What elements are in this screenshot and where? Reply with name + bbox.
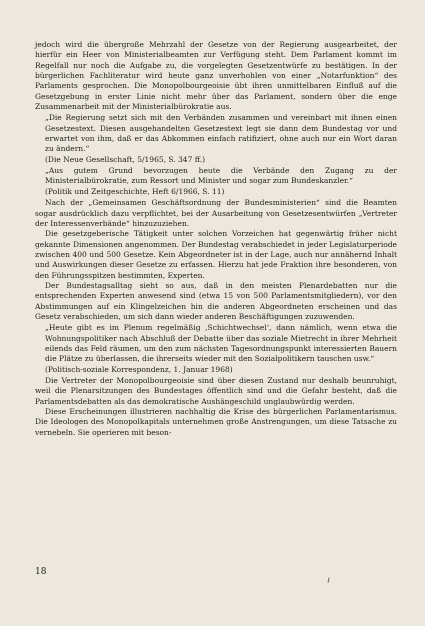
citation-die-neue-gesellschaft: (Die Neue Gesellschaft, 5/1965, S. 347 ff.)	[45, 154, 206, 164]
paragraph-geschaeftsordnung: Nach der „Gemeinsamen Geschäftsordnung der Bundesministerien“ sind die Beamten sogar ausdrücklich dazu verpflichtet, bei der Ausarbeitung von Gesetzesentwürfen „Vertreter der Interessenverbände“ hinzuzuziehen.	[35, 198, 397, 228]
pencil-mark	[328, 578, 333, 584]
citation-politisch-soziale-korrespondenz: (Politisch-soziale Korrespondenz, 1. Januar 1968)	[45, 364, 233, 374]
page-number: 18	[35, 567, 47, 577]
paragraph-monopolbourgeoisie: Die Vertreter der Monopolbourgeoisie sind über diesen Zustand nur deshalb beunruhigt, weil die Plenarsitzungen des Bundestages öffentlich sind und die Gefahr besteht, daß die Parlamentsdebatten als das demokratische Aushängeschild unglaubwürdig werden.	[35, 376, 397, 406]
paragraph-bundestagsalltag: Der Bundestagsalltag sieht so aus, daß in den meisten Plenardebatten nur die entsprechenden Experten anwesend sind (etwa 15 von 500 Parlamentsmitgliedern), vor den Abstimmungen auf ein Klingelzeichen hin die anderen Abgeordneten erscheinen und das Gesetz verabschieden, um sich dann wieder anderen Beschäftigungen zuzuwenden.	[35, 280, 397, 321]
quote-schichtwechsel: „Heute gibt es im Plenum regelmäßig ‚Schichtwechsel‘, dann nämlich, wenn etwa die Wohnungspolitiker nach Abschluß der Debatte über das soziale Mietrecht in ihrer Mehrheit eilends das Feld räumen, um den zum nächsten Tagesordnungspunkt interessierten Bauern die Plätze zu überlassen, die ihrerseits wieder mit den Sozialpolitikern tauschen usw.“	[45, 323, 397, 364]
paragraph-krise-parlamentarismus: Diese Erscheinungen illustrieren nachhaltig die Krise des bürgerlichen Parlamentarismus. Die Ideologen des Monopolkapitals unternehmen große Anstrengungen, um diese Tatsache zu vernebeln. Sie operieren mit beson-	[35, 407, 397, 437]
citation-politik-und-zeitgeschichte: (Politik und Zeitgeschichte, Heft 6/1966, S. 11)	[45, 186, 225, 196]
paragraph-continuation: jedoch wird die übergroße Mehrzahl der Gesetze von der Regierung ausgearbeitet, der hierfür ein Heer von Ministerialbeamten zur Verfügung steht. Dem Parlament kommt im Regelfall nur noch die Aufgabe zu, die vorgelegten Gesetzentwürfe zu bestätigen. In der bürgerlichen Fachliteratur wird heute ganz unverhohlen von einer „Notarfunktion“ des Parlaments gesprochen. Die Monopolbourgeoisie übt ihren unmittelbaren Einfluß auf die Gesetzgebung in erster Linie nicht mehr über das Parlament, sondern über die enge Zusammenarbeit mit der Ministerialbürokratie aus.	[35, 40, 397, 112]
quote-politik-und-zeitgeschichte: „Aus gutem Grund bevorzugen heute die Verbände den Zugang zu der Ministerialbürokratie, zum Ressort und Minister und sogar zum Bundeskanzler.“	[45, 166, 397, 186]
quote-die-neue-gesellschaft: „Die Regierung setzt sich mit den Verbänden zusammen und vereinbart mit ihnen einen Gesetzestext. Diesen ausgehandelten Gesetzestext legt sie dann dem Bundestag vor und erwartet von ihm, daß er das Abkommen einfach ratifiziert, ohne auch nur ein Wort daran zu ändern.“	[45, 113, 397, 154]
paragraph-gesetzgeberische-taetigkeit: Die gesetzgeberische Tätigkeit unter solchen Vorzeichen hat gegenwärtig früher nicht gekannte Dimensionen angenommen. Der Bundestag verabschiedet in jeder Legislaturperiode zwischen 400 und 500 Gesetze. Kein Abgeordneter ist in der Lage, auch nur annähernd Inhalt und Auswirkungen dieser Gesetze zu erfassen. Hierzu hat jede Fraktion ihre besonderen, von den Führungsspitzen bestimmten, Experten.	[35, 229, 397, 280]
body-text	[35, 40, 397, 438]
